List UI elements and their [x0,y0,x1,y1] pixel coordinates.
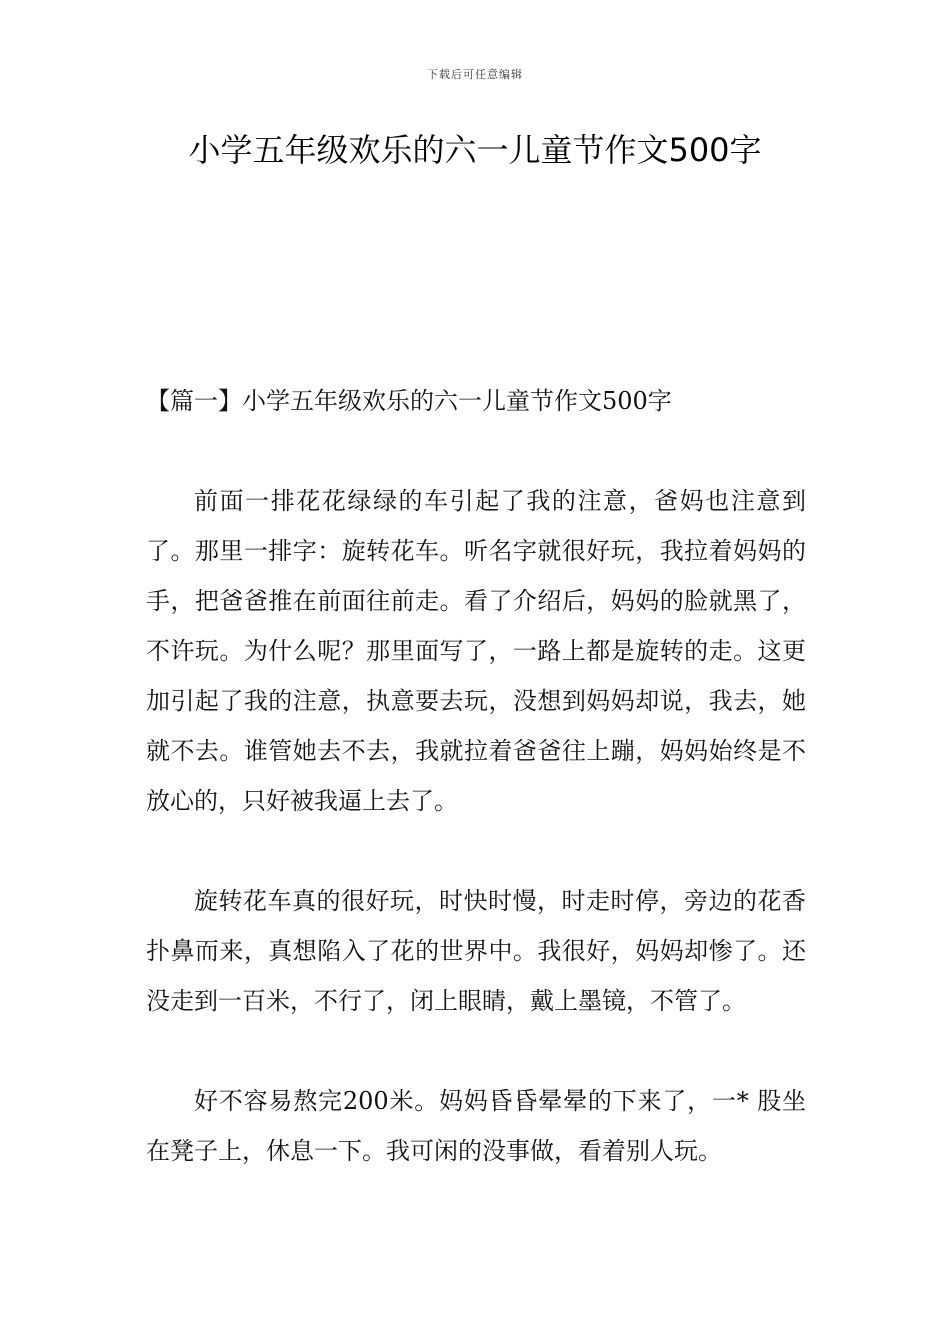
paragraph-3: 好不容易熬完200米。妈妈昏昏晕晕的下来了，一* 股坐在凳子上，休息一下。我可闲的没事做，看着别人玩。 [146,1087,806,1165]
paragraph-1: 前面一排花花绿绿的车引起了我的注意，爸妈也注意到了。那里一排字：旋转花车。听名字就很好玩，我拉着妈妈的手，把爸爸推在前面往前走。看了介绍后，妈妈的脸就黑了，不许玩。为什么呢？那里面写了，一路上都是旋转的走。这更加引起了我的注意，执意要去玩，没想到妈妈却说，我去，她就不去。谁管她去不去，我就拉着爸爸往上蹦，妈妈始终是不放心的，只好被我逼上去了。 [146,487,806,815]
header-note: 下载后可任意编辑 [427,68,523,81]
section-heading: 【篇一】小学五年级欢乐的六一儿童节作文500字 [146,387,672,415]
document-body [146,376,806,1176]
paragraph-2: 旋转花车真的很好玩，时快时慢，时走时停，旁边的花香扑鼻而来，真想陷入了花的世界中。我很好，妈妈却惨了。还没走到一百米，不行了，闭上眼睛，戴上墨镜，不管了。 [146,887,806,1015]
document-title: 小学五年级欢乐的六一儿童节作文500字 [188,131,762,169]
